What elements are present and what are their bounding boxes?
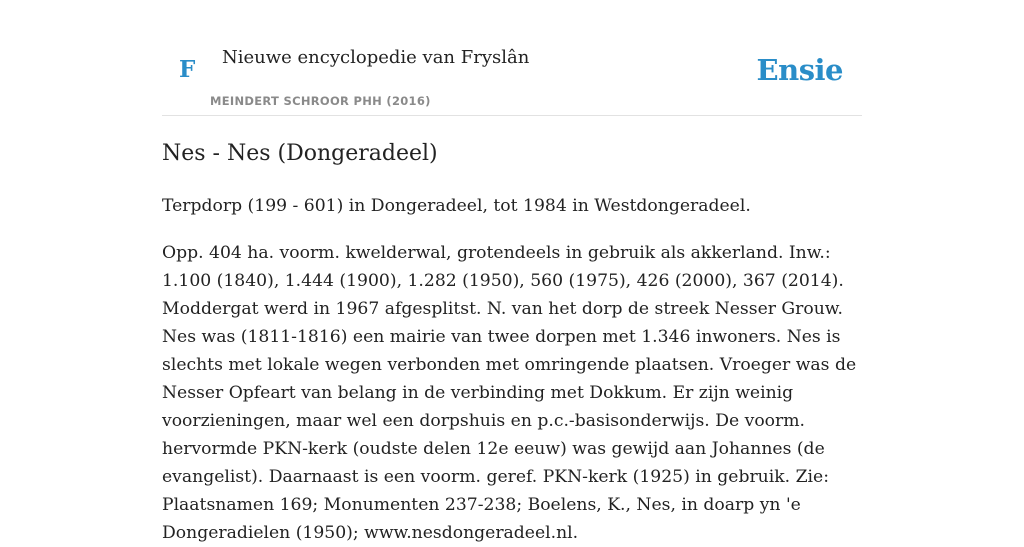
article [162,138,862,547]
article-title: Nes - Nes (Dongeradeel) [162,141,438,166]
ensie-logo[interactable]: Ensie [756,53,843,87]
book-author[interactable]: MEINDERT SCHROOR PHH (2016) [210,94,431,108]
book-title[interactable]: Nieuwe encyclopedie van Fryslân [222,47,530,68]
header [162,0,862,116]
article-body: Opp. 404 ha. voorm. kwelderwal, grotendeels in gebruik als akkerland. Inw.: 1.100 (1840), 1.444 (1900), 1.282 (1950), 560 (1975), 426 (2000), 367 (2014). Moddergat werd in 1967 afgesplitst. N. van het dorp de streek Nesser Grouw. Nes was (1811-1816) een mairie van twee dorpen met 1.346 inwoners. Nes is slechts met lokale wegen verbonden met omringende plaatsen. Vroeger was de Nesser Opfeart van belang in de verbinding met Dokkum. Er zijn weinig voorzieningen, maar wel een dorpshuis en p.c.-basisonderwijs. De voorm. hervormde PKN-kerk (oudste delen 12e eeuw) was gewijd aan Johannes (de evangelist). Daarnaast is een voorm. geref. PKN-kerk (1925) in gebruik. Zie: Plaatsnamen 169; Monumenten 237-238; Boelens, K., Nes, in doarp yn 'e Dongeradielen (1950); www.nesdongeradeel.nl. [162,243,857,543]
book-logo[interactable]: F [179,56,196,83]
article-lead: Terpdorp (199 - 601) in Dongeradeel, tot 1984 in Westdongeradeel. [162,196,751,216]
